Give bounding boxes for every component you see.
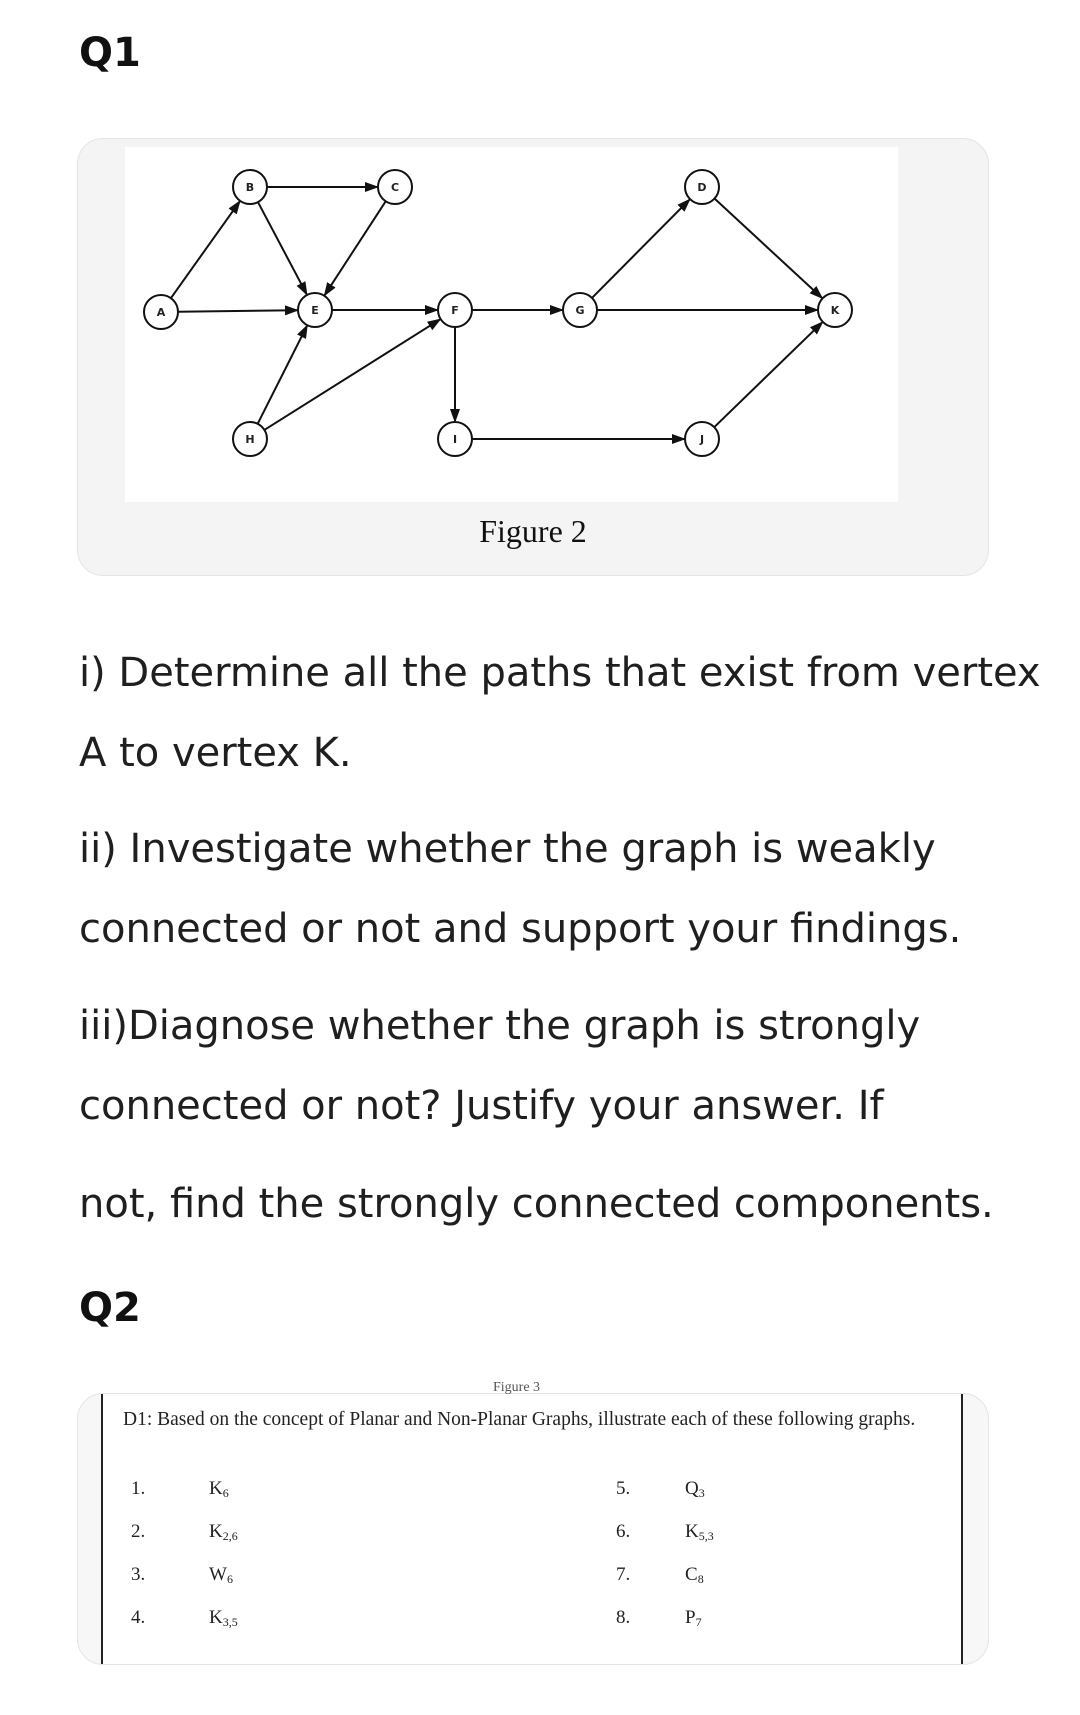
node-label: G bbox=[575, 304, 585, 317]
item-graph-name: $K_{3,5}$ bbox=[209, 1607, 238, 1629]
item-graph-name: $P_7$ bbox=[685, 1607, 702, 1629]
question-ii-line-2: connected or not and support your findings. bbox=[79, 906, 962, 952]
item-graph-name: $Q_3$ bbox=[685, 1478, 705, 1500]
item-number: 8. bbox=[616, 1607, 631, 1628]
graph-list-table bbox=[101, 1380, 963, 1664]
item-number: 1. bbox=[131, 1478, 146, 1499]
edge-a-e bbox=[178, 310, 297, 312]
question-iii-line-1: iii)Diagnose whether the graph is strongly bbox=[79, 1003, 921, 1049]
node-label: A bbox=[156, 306, 166, 319]
edge-d-k bbox=[714, 199, 821, 298]
edge-g-d bbox=[592, 200, 689, 298]
item-graph-name: $C_8$ bbox=[685, 1564, 704, 1586]
node-label: E bbox=[311, 304, 319, 317]
node-g bbox=[563, 293, 597, 327]
node-d bbox=[685, 170, 719, 204]
node-a bbox=[144, 295, 178, 329]
q2-card bbox=[77, 1380, 989, 1665]
question-ii-line-1: ii) Investigate whether the graph is weakly bbox=[79, 826, 936, 872]
item-number: 2. bbox=[131, 1521, 146, 1542]
node-b bbox=[233, 170, 267, 204]
item-number: 7. bbox=[616, 1564, 631, 1585]
item-graph-name: $W_6$ bbox=[209, 1564, 233, 1586]
node-c bbox=[378, 170, 412, 204]
question-iii-line-3: not, find the strongly connected components. bbox=[79, 1181, 994, 1227]
edge-a-b bbox=[171, 202, 240, 298]
figure-card bbox=[77, 138, 989, 576]
q2-heading: Q2 bbox=[79, 1285, 141, 1331]
node-label: K bbox=[830, 304, 840, 317]
edge-j-k bbox=[714, 323, 822, 428]
figure-caption: Figure 2 bbox=[479, 513, 587, 549]
node-k bbox=[818, 293, 852, 327]
node-label: D bbox=[697, 181, 707, 194]
question-iii-line-2: connected or not? Justify your answer. If bbox=[79, 1083, 884, 1129]
item-number: 5. bbox=[616, 1478, 631, 1499]
d1-instruction: D1: Based on the concept of Planar and Non-Planar Graphs, illustrate each of these following graphs. bbox=[123, 1409, 916, 1430]
item-number: 6. bbox=[616, 1521, 631, 1542]
node-label: I bbox=[452, 433, 458, 446]
node-label: J bbox=[699, 433, 705, 446]
edge-h-e bbox=[258, 326, 307, 424]
question-i-line-1: i) Determine all the paths that exist from vertex bbox=[79, 650, 1041, 696]
cropped-figure-caption: Figure 3 bbox=[493, 1380, 541, 1395]
node-h bbox=[233, 422, 267, 456]
node-f bbox=[438, 293, 472, 327]
edge-b-e bbox=[258, 202, 307, 294]
item-graph-name: $K_{2,6}$ bbox=[209, 1521, 238, 1543]
edge-h-f bbox=[264, 320, 439, 430]
item-graph-name: $K_{5,3}$ bbox=[685, 1521, 714, 1543]
question-i-line-2: A to vertex K. bbox=[79, 730, 352, 776]
directed-graph-figure bbox=[125, 147, 898, 502]
node-label: C bbox=[390, 181, 400, 194]
node-label: H bbox=[245, 433, 255, 446]
node-j bbox=[685, 422, 719, 456]
item-number: 3. bbox=[131, 1564, 146, 1585]
node-label: B bbox=[245, 181, 255, 194]
node-e bbox=[298, 293, 332, 327]
edge-c-e bbox=[325, 201, 386, 295]
node-label: F bbox=[451, 304, 459, 317]
node-i bbox=[438, 422, 472, 456]
item-number: 4. bbox=[131, 1607, 146, 1628]
q1-heading: Q1 bbox=[79, 30, 141, 76]
item-graph-name: $K_6$ bbox=[209, 1478, 229, 1500]
